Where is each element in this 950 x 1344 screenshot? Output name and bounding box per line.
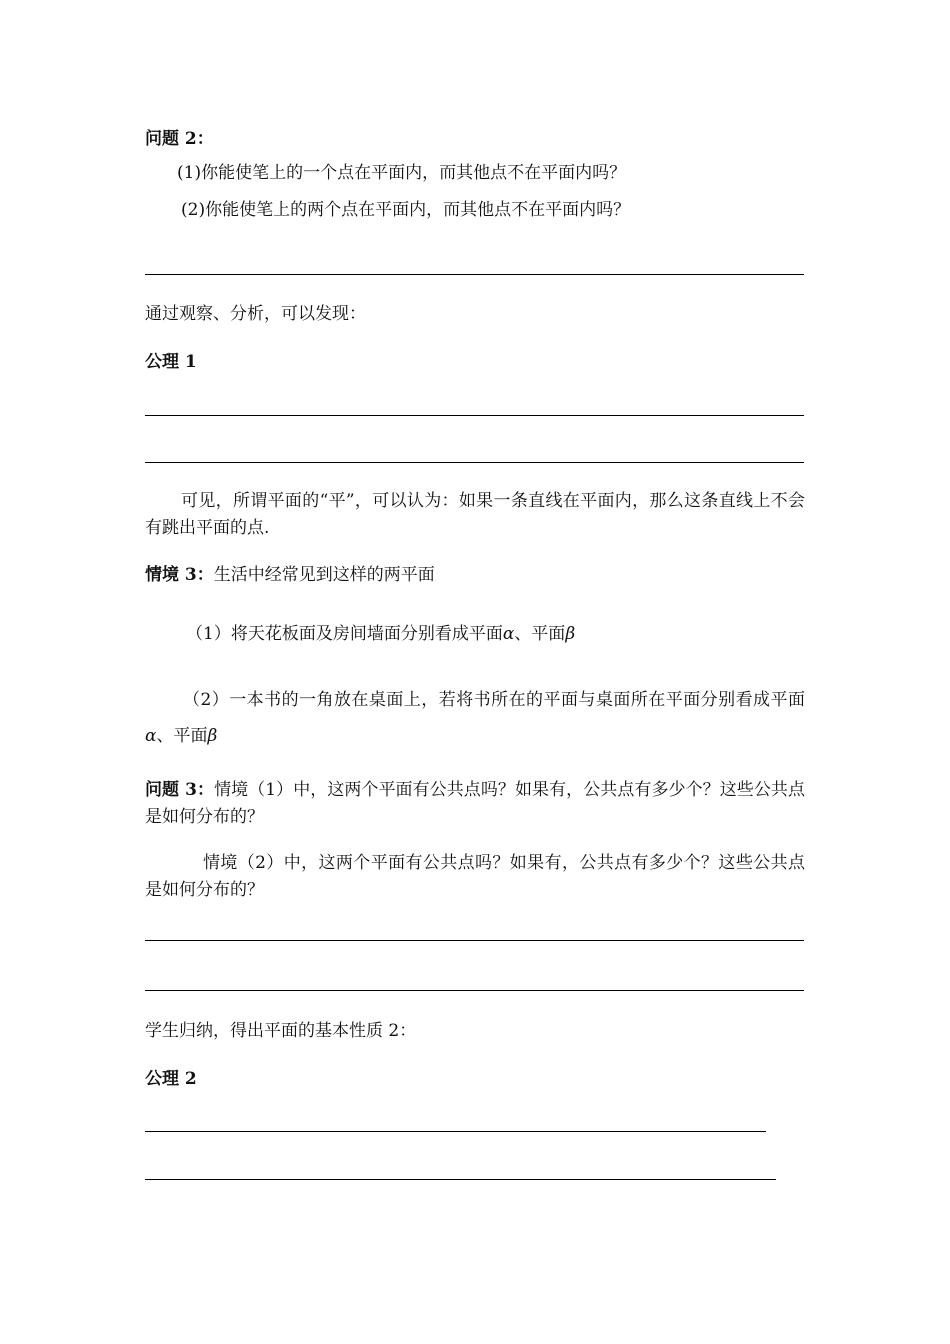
alpha-symbol: α bbox=[502, 624, 515, 644]
alpha-symbol: α bbox=[145, 726, 157, 746]
induce-text: 学生归纳，得出平面的基本性质 2： bbox=[145, 1021, 417, 1041]
answer-line bbox=[145, 1131, 766, 1132]
answer-line bbox=[145, 1179, 776, 1180]
axiom1-heading: 公理 1 bbox=[145, 352, 197, 372]
observe-text: 通过观察、分析，可以发现： bbox=[145, 304, 366, 324]
scenario3-line bbox=[145, 562, 435, 588]
beta-symbol: β bbox=[207, 726, 218, 746]
q2-heading: 问题 2： bbox=[145, 129, 214, 149]
q3-text-1: 情境（1）中，这两个平面有公共点吗？如果有，公共点有多少个？这些公共点是如何分布的？ bbox=[145, 780, 805, 827]
answer-line bbox=[145, 990, 804, 991]
answer-line bbox=[145, 274, 804, 275]
separator: 、平面 bbox=[514, 624, 566, 644]
scenario3-item-2 bbox=[145, 682, 805, 754]
answer-line bbox=[145, 415, 804, 416]
q2-item-2: (2)你能使笔上的两个点在平面内，而其他点不在平面内吗？ bbox=[181, 200, 631, 220]
q3-label: 问题 3： bbox=[145, 780, 215, 800]
scenario3-label: 情境 3： bbox=[145, 565, 214, 585]
axiom2-heading: 公理 2 bbox=[145, 1069, 197, 1089]
q3-paragraph-1 bbox=[145, 777, 805, 831]
beta-symbol: β bbox=[565, 624, 576, 644]
scenario3-item-1 bbox=[186, 621, 575, 647]
scenario3-text: 生活中经常见到这样的两平面 bbox=[213, 565, 435, 585]
answer-line bbox=[145, 462, 804, 463]
separator: 、平面 bbox=[156, 726, 208, 746]
flat-paragraph: 可见，所谓平面的“平”，可以认为：如果一条直线在平面内，那么这条直线上不会有跳出平面的点. bbox=[145, 491, 805, 538]
q3-paragraph-2: 情境（2）中，这两个平面有公共点吗？如果有，公共点有多少个？这些公共点是如何分布的？ bbox=[145, 853, 805, 900]
scenario3-item-1-text: （1）将天花板面及房间墙面分别看成平面 bbox=[186, 624, 503, 644]
q2-item-1: (1)你能使笔上的一个点在平面内，而其他点不在平面内吗？ bbox=[177, 163, 627, 183]
answer-line bbox=[145, 940, 804, 941]
scenario3-item-2-text: （2）一本书的一角放在桌面上，若将书所在的平面与桌面所在平面分别看成平面 bbox=[183, 690, 805, 710]
